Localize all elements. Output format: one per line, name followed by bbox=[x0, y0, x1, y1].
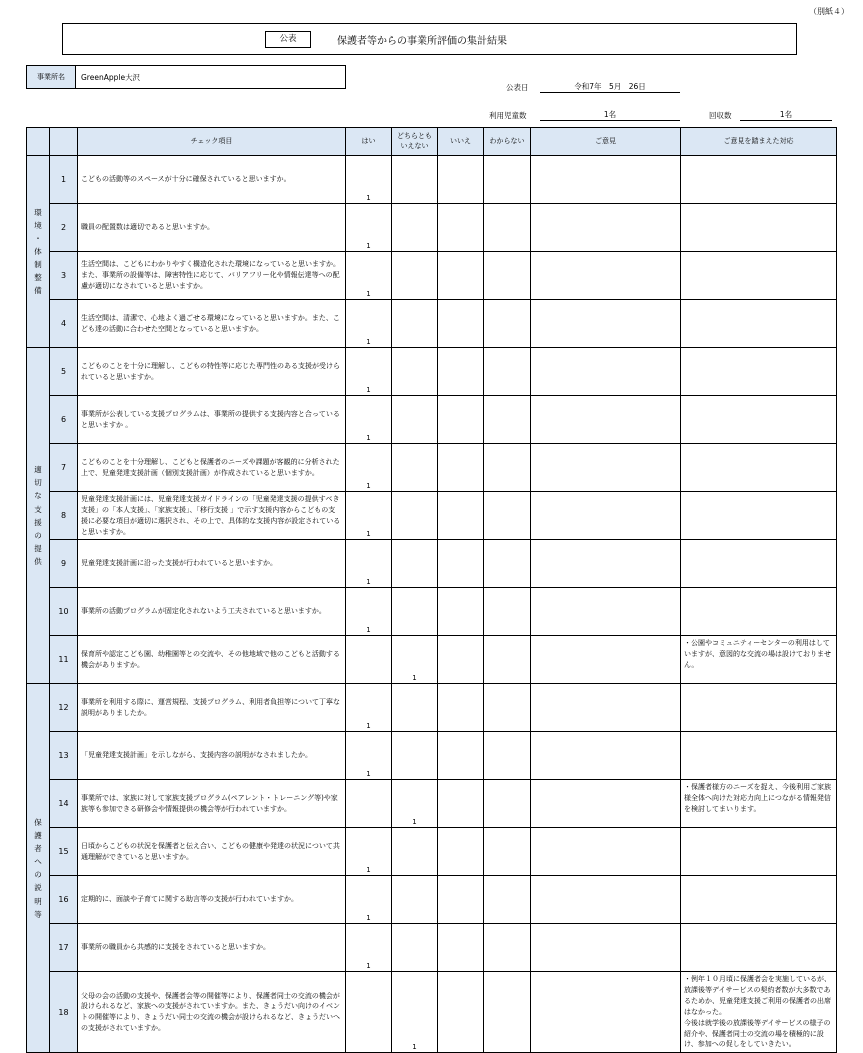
opinion-cell bbox=[531, 684, 681, 732]
category-label: 適 切 な 支 援 の 提 供 bbox=[27, 348, 50, 684]
header-yes: はい bbox=[346, 128, 392, 156]
count-no bbox=[438, 204, 484, 252]
table-row bbox=[27, 348, 837, 396]
count-neither bbox=[392, 396, 438, 444]
count-yes: 1 bbox=[346, 876, 392, 924]
count-neither: 1 bbox=[392, 780, 438, 828]
count-neither bbox=[392, 684, 438, 732]
response-cell: ・公園やコミュニティーセンターの利用はしていますが、意図的な交流の場は設けておりません。 bbox=[681, 636, 837, 684]
category-label: 環 境 ・ 体 制 整 備 bbox=[27, 156, 50, 348]
count-yes: 1 bbox=[346, 300, 392, 348]
table-row bbox=[27, 636, 837, 684]
response-cell: ・例年１０月頃に保護者会を実施しているが、放課後等デイサービスの契約者数が大多数であるためか、児童発達支援ご利用の保護者の出席はなかった。 今後は就学後の放課後等デイサービスの様子の紹介や、保護者同士の交流の場を積極的に設け、参加への促しをしていきたい。 bbox=[681, 972, 837, 1053]
table-row bbox=[27, 444, 837, 492]
question-text: 事業所を利用する際に、運営規程、支援プログラム、利用者負担等について丁寧な説明がありましたか。 bbox=[78, 684, 346, 732]
count-neither bbox=[392, 252, 438, 300]
question-text: 児童発達支援計画には、児童発達支援ガイドラインの「児童発達支援の提供すべき支援」の「本人支援」、「家族支援」、「移行支援 」で示す支援内容からこどもの支援に必要な項目が適切に選択され、その上で、具体的な支援内容が設定されていると思いますか。 bbox=[78, 492, 346, 540]
response-cell bbox=[681, 684, 837, 732]
count-yes: 1 bbox=[346, 204, 392, 252]
question-text: 事業所の活動プログラムが固定化されないよう工夫されていると思いますか。 bbox=[78, 588, 346, 636]
count-yes: 1 bbox=[346, 156, 392, 204]
row-number: 6 bbox=[50, 396, 78, 444]
count-neither: 1 bbox=[392, 972, 438, 1053]
row-number: 13 bbox=[50, 732, 78, 780]
count-neither bbox=[392, 828, 438, 876]
question-text: 定期的に、面談や子育てに関する助言等の支援が行われていますか。 bbox=[78, 876, 346, 924]
response-cell bbox=[681, 396, 837, 444]
category-label: 保 護 者 へ の 説 明 等 bbox=[27, 684, 50, 1053]
header-unknown: わからない bbox=[484, 128, 531, 156]
count-no bbox=[438, 444, 484, 492]
row-number: 15 bbox=[50, 828, 78, 876]
count-yes: 1 bbox=[346, 444, 392, 492]
question-text: 生活空間は、こどもにわかりやすく構造化された環境になっていると思いますか。また、事業所の設備等は、障害特性に応じて、バリアフリー化や情報伝達等への配慮が適切になされていると思いますか。 bbox=[78, 252, 346, 300]
opinion-cell bbox=[531, 204, 681, 252]
count-yes: 1 bbox=[346, 732, 392, 780]
opinion-cell bbox=[531, 732, 681, 780]
count-yes bbox=[346, 636, 392, 684]
count-no bbox=[438, 636, 484, 684]
count-unknown bbox=[484, 828, 531, 876]
count-neither bbox=[392, 204, 438, 252]
row-number: 5 bbox=[50, 348, 78, 396]
user-count-label: 利用児童数 bbox=[489, 111, 527, 120]
question-text: 児童発達支援計画に沿った支援が行われていると思いますか。 bbox=[78, 540, 346, 588]
count-unknown bbox=[484, 444, 531, 492]
row-number: 10 bbox=[50, 588, 78, 636]
count-no bbox=[438, 252, 484, 300]
facility-label: 事業所名 bbox=[27, 66, 76, 88]
opinion-cell bbox=[531, 348, 681, 396]
question-text: 「児童発達支援計画」を示しながら、支援内容の説明がなされましたか。 bbox=[78, 732, 346, 780]
response-count-value: 1名 bbox=[740, 109, 832, 121]
title-tag: 公表 bbox=[265, 31, 311, 48]
response-cell bbox=[681, 492, 837, 540]
response-cell bbox=[681, 540, 837, 588]
count-neither bbox=[392, 732, 438, 780]
header-category bbox=[27, 128, 50, 156]
question-text: 事業所が公表している支援プログラムは、事業所の提供する支援内容と合っていると思いますか 。 bbox=[78, 396, 346, 444]
count-unknown bbox=[484, 156, 531, 204]
facility-name: GreenApple大沢 bbox=[81, 72, 141, 82]
count-unknown bbox=[484, 492, 531, 540]
table-row bbox=[27, 732, 837, 780]
row-number: 1 bbox=[50, 156, 78, 204]
table-row bbox=[27, 396, 837, 444]
count-unknown bbox=[484, 732, 531, 780]
count-neither bbox=[392, 348, 438, 396]
table-row bbox=[27, 828, 837, 876]
table-row bbox=[27, 300, 837, 348]
count-no bbox=[438, 924, 484, 972]
count-yes bbox=[346, 972, 392, 1053]
count-no bbox=[438, 828, 484, 876]
facility-box bbox=[26, 65, 346, 89]
count-no bbox=[438, 492, 484, 540]
count-yes: 1 bbox=[346, 396, 392, 444]
response-count-label: 回収数 bbox=[709, 111, 732, 120]
evaluation-table bbox=[26, 127, 837, 1053]
count-yes: 1 bbox=[346, 684, 392, 732]
count-neither bbox=[392, 924, 438, 972]
opinion-cell bbox=[531, 156, 681, 204]
response-cell bbox=[681, 924, 837, 972]
header-no: いいえ bbox=[438, 128, 484, 156]
count-yes: 1 bbox=[346, 924, 392, 972]
count-unknown bbox=[484, 252, 531, 300]
title-box bbox=[62, 23, 797, 55]
question-text: 職員の配置数は適切であると思いますか。 bbox=[78, 204, 346, 252]
response-cell bbox=[681, 156, 837, 204]
count-no bbox=[438, 732, 484, 780]
opinion-cell bbox=[531, 780, 681, 828]
opinion-cell bbox=[531, 444, 681, 492]
count-no bbox=[438, 300, 484, 348]
opinion-cell bbox=[531, 396, 681, 444]
question-text: こどもの活動等のスペースが十分に確保されていると思いますか。 bbox=[78, 156, 346, 204]
publish-date-label: 公表日 bbox=[506, 83, 529, 92]
response-cell bbox=[681, 348, 837, 396]
response-cell bbox=[681, 444, 837, 492]
opinion-cell bbox=[531, 252, 681, 300]
response-cell bbox=[681, 732, 837, 780]
opinion-cell bbox=[531, 588, 681, 636]
count-unknown bbox=[484, 780, 531, 828]
count-unknown bbox=[484, 876, 531, 924]
count-unknown bbox=[484, 204, 531, 252]
question-text: こどものことを十分理解し、こどもと保護者のニーズや課題が客観的に分析された上で、児童発達支援計画（個別支援計画）が作成されていると思いますか。 bbox=[78, 444, 346, 492]
count-neither bbox=[392, 300, 438, 348]
count-neither bbox=[392, 540, 438, 588]
user-count-value: 1名 bbox=[540, 109, 680, 121]
count-unknown bbox=[484, 300, 531, 348]
table-row bbox=[27, 876, 837, 924]
count-yes: 1 bbox=[346, 588, 392, 636]
response-cell bbox=[681, 588, 837, 636]
count-neither bbox=[392, 876, 438, 924]
row-number: 9 bbox=[50, 540, 78, 588]
opinion-cell bbox=[531, 828, 681, 876]
row-number: 12 bbox=[50, 684, 78, 732]
table-row bbox=[27, 540, 837, 588]
opinion-cell bbox=[531, 636, 681, 684]
count-yes: 1 bbox=[346, 828, 392, 876]
row-number: 2 bbox=[50, 204, 78, 252]
header-neither: どちらとも いえない bbox=[392, 128, 438, 156]
row-number: 17 bbox=[50, 924, 78, 972]
count-no bbox=[438, 972, 484, 1053]
count-no bbox=[438, 540, 484, 588]
row-number: 14 bbox=[50, 780, 78, 828]
header-number bbox=[50, 128, 78, 156]
opinion-cell bbox=[531, 300, 681, 348]
question-text: 生活空間は、清潔で、心地よく過ごせる環境になっていると思いますか。また、こども達の活動に合わせた空間となっていると思いますか。 bbox=[78, 300, 346, 348]
header-opinion: ご意見 bbox=[531, 128, 681, 156]
count-unknown bbox=[484, 588, 531, 636]
count-no bbox=[438, 396, 484, 444]
header-response: ご意見を踏まえた対応 bbox=[681, 128, 837, 156]
count-yes: 1 bbox=[346, 492, 392, 540]
response-cell bbox=[681, 828, 837, 876]
count-no bbox=[438, 876, 484, 924]
table-row bbox=[27, 684, 837, 732]
table-row bbox=[27, 252, 837, 300]
page-title: 保護者等からの事業所評価の集計結果 bbox=[337, 36, 507, 47]
count-unknown bbox=[484, 636, 531, 684]
opinion-cell bbox=[531, 540, 681, 588]
row-number: 4 bbox=[50, 300, 78, 348]
row-number: 7 bbox=[50, 444, 78, 492]
table-row bbox=[27, 588, 837, 636]
question-text: こどものことを十分に理解し、こどもの特性等に応じた専門性のある支援が受けられていると思いますか。 bbox=[78, 348, 346, 396]
row-number: 16 bbox=[50, 876, 78, 924]
header-check-item: チェック項目 bbox=[78, 128, 346, 156]
question-text: 事業所の職員から共感的に支援をされていると思いますか。 bbox=[78, 924, 346, 972]
count-unknown bbox=[484, 972, 531, 1053]
count-neither: 1 bbox=[392, 636, 438, 684]
question-text: 父母の会の活動の支援や、保護者会等の開催等により、保護者同士の交流の機会が設けられるなど、家族への支援がされていますか。また、きょうだい向けのイベントの開催等により、きょうだい同士の交流の機会が設けられるなど、きょうだいへの支援がされていますか。 bbox=[78, 972, 346, 1053]
table-row bbox=[27, 780, 837, 828]
count-unknown bbox=[484, 348, 531, 396]
publish-date-value: 令和7年 5月 26日 bbox=[540, 81, 680, 93]
count-unknown bbox=[484, 540, 531, 588]
row-number: 18 bbox=[50, 972, 78, 1053]
question-text: 日頃からこどもの状況を保護者と伝え合い、こどもの健康や発達の状況について共通理解ができていると思いますか。 bbox=[78, 828, 346, 876]
count-no bbox=[438, 348, 484, 396]
question-text: 保育所や認定こども園、幼稚園等との交流や、その他地域で他のこどもと活動する機会がありますか。 bbox=[78, 636, 346, 684]
table-header-row bbox=[27, 128, 837, 156]
response-cell: ・保護者様方のニーズを捉え、今後利用ご家族様全体へ向けた対応力向上につながる情報発信を検討してまいります。 bbox=[681, 780, 837, 828]
count-yes: 1 bbox=[346, 540, 392, 588]
table-row bbox=[27, 156, 837, 204]
response-cell bbox=[681, 300, 837, 348]
count-no bbox=[438, 156, 484, 204]
response-cell bbox=[681, 876, 837, 924]
count-no bbox=[438, 684, 484, 732]
opinion-cell bbox=[531, 876, 681, 924]
table-row bbox=[27, 204, 837, 252]
opinion-cell bbox=[531, 924, 681, 972]
count-yes bbox=[346, 780, 392, 828]
count-no bbox=[438, 588, 484, 636]
count-neither bbox=[392, 444, 438, 492]
row-number: 8 bbox=[50, 492, 78, 540]
count-neither bbox=[392, 156, 438, 204]
count-neither bbox=[392, 588, 438, 636]
opinion-cell bbox=[531, 972, 681, 1053]
row-number: 3 bbox=[50, 252, 78, 300]
count-unknown bbox=[484, 924, 531, 972]
count-unknown bbox=[484, 684, 531, 732]
count-neither bbox=[392, 492, 438, 540]
count-unknown bbox=[484, 396, 531, 444]
table-row bbox=[27, 492, 837, 540]
appendix-label: （別紙４） bbox=[809, 7, 849, 16]
count-no bbox=[438, 780, 484, 828]
count-yes: 1 bbox=[346, 252, 392, 300]
table-row bbox=[27, 972, 837, 1053]
row-number: 11 bbox=[50, 636, 78, 684]
table-row bbox=[27, 924, 837, 972]
opinion-cell bbox=[531, 492, 681, 540]
response-cell bbox=[681, 204, 837, 252]
count-yes: 1 bbox=[346, 348, 392, 396]
question-text: 事業所では、家族に対して家族支援プログラム(ペアレント・トレーニング等)や家族等も参加できる研修会や情報提供の機会等が行われていますか。 bbox=[78, 780, 346, 828]
response-cell bbox=[681, 252, 837, 300]
